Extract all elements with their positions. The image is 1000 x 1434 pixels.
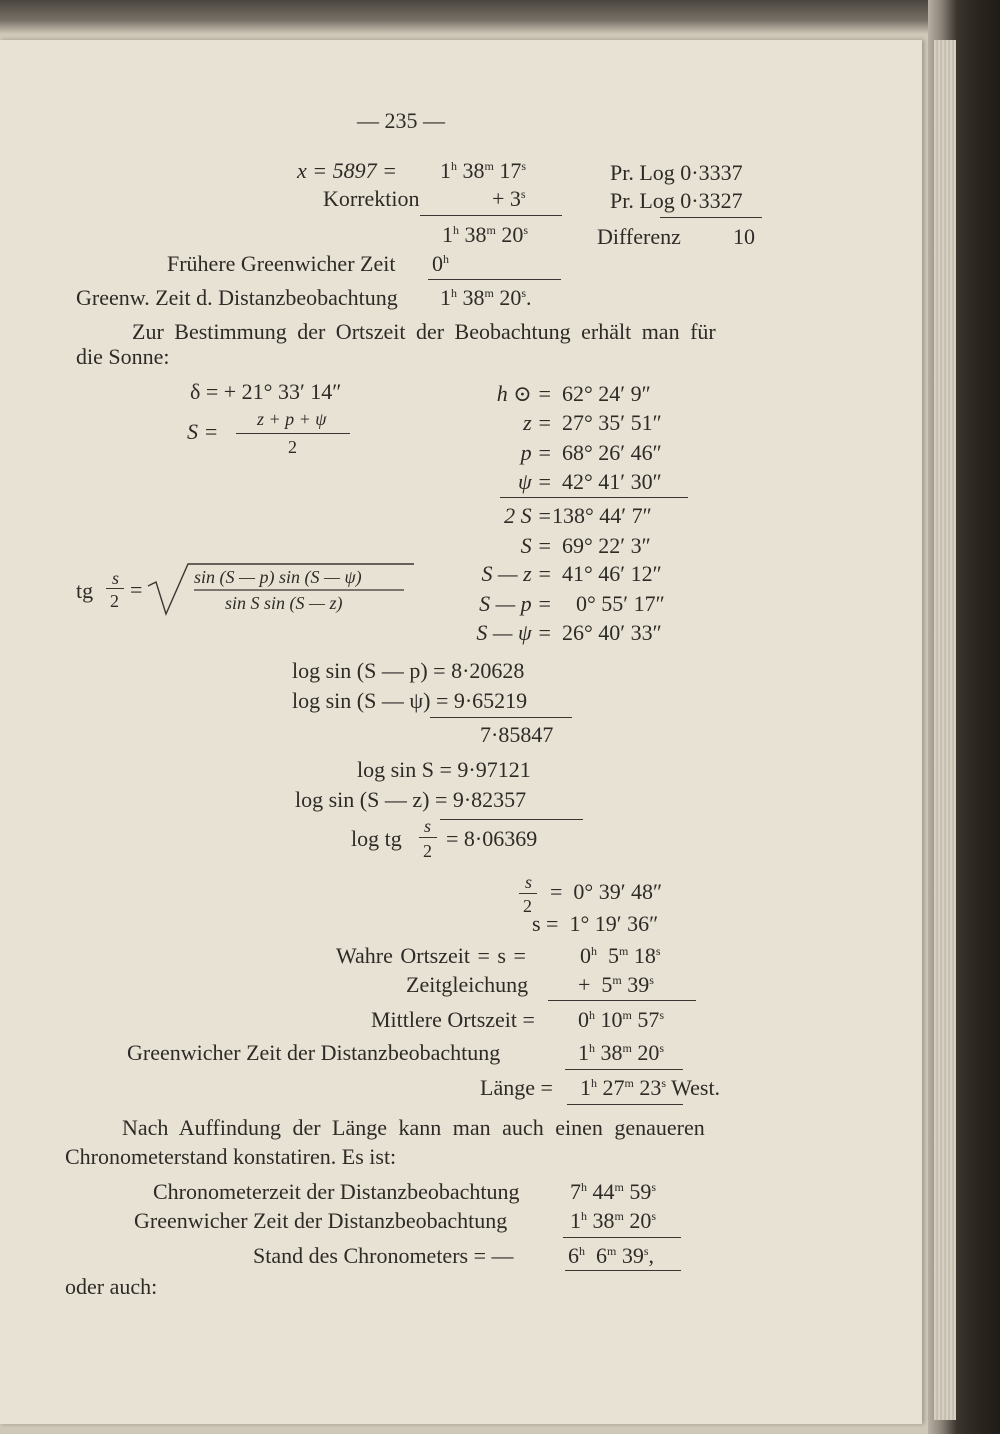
chrono-2-value: 1$^h$ 38$^m$ 20$^s$ xyxy=(570,1208,657,1233)
half-s-bar xyxy=(519,893,537,894)
fruehere-label: Frühere Greenwicher Zeit xyxy=(167,251,396,276)
sun-val-8: 26° 40′ 33″ xyxy=(562,620,662,645)
sun-lhs-7: S — p = xyxy=(479,591,552,616)
differenz-label: Differenz xyxy=(597,224,681,249)
sun-val-2: 68° 26′ 46″ xyxy=(562,440,662,465)
sum-rule-2 xyxy=(428,279,561,280)
log-tg-prefix: log tg xyxy=(351,826,402,851)
S-denominator: 2 xyxy=(288,437,297,457)
fruehere-value: 0$^h$ xyxy=(432,251,449,276)
para-1-line-1: Zur Bestimmung der Ortszeit der Beobachtung erhält man für xyxy=(132,319,716,344)
sun-lhs-5: S = xyxy=(520,533,552,558)
para-1-line-2: die Sonne: xyxy=(76,344,170,369)
tg-equals: = xyxy=(130,577,143,602)
tg-frac-den: 2 xyxy=(110,591,119,611)
times-rule-1 xyxy=(548,1000,696,1001)
chrono-2-label: Greenwicher Zeit der Distanzbeobachtung xyxy=(134,1208,508,1233)
chrono-rule xyxy=(563,1237,681,1238)
zeitgl-label: Zeitgleichung xyxy=(406,972,529,997)
sqrt-denominator: sin S sin (S — z) xyxy=(225,593,343,613)
sun-lhs-2: p = xyxy=(520,440,552,465)
laenge-underline xyxy=(567,1104,683,1105)
S-fraction-bar xyxy=(236,433,350,434)
sun-val-6: 41° 46′ 12″ xyxy=(562,561,662,586)
wahre-label: Wahre Ortszeit = s = xyxy=(336,943,526,968)
sun-val-4: 138° 44′ 7″ xyxy=(552,503,652,528)
diff-rule xyxy=(660,217,762,218)
chrono-1-label: Chronometerzeit der Distanzbeobachtung xyxy=(153,1179,520,1204)
greenwicher-value: 1$^h$ 38$^m$ 20$^s$ xyxy=(578,1040,665,1065)
S-lhs: S = xyxy=(187,419,219,444)
s-value: s = 1° 19′ 36″ xyxy=(532,911,659,936)
page-number: — 235 — xyxy=(357,108,445,133)
log-tg-num: s xyxy=(424,816,432,836)
zeitgl-value: + 5$^m$ 39$^s$ xyxy=(578,972,654,997)
sum-time: 1$^h$ 38$^m$ 20$^s$ xyxy=(442,222,529,247)
log-tg-den: 2 xyxy=(423,841,432,861)
differenz-value: 10 xyxy=(733,224,755,249)
sun-val-3: 42° 41′ 30″ xyxy=(562,469,662,494)
half-s-num: s xyxy=(525,872,533,892)
sun-lhs-1: z = xyxy=(523,410,552,435)
log-tg-bar xyxy=(419,837,437,838)
greenw-label: Greenw. Zeit d. Distanzbeobachtung xyxy=(76,285,398,310)
half-s-value: = 0° 39′ 48″ xyxy=(550,879,663,904)
page-stack xyxy=(934,40,956,1420)
chrono-3-value: 6$^h$ 6$^m$ 39$^s$, xyxy=(568,1243,655,1268)
half-s-den: 2 xyxy=(523,896,532,916)
tg-frac-bar xyxy=(106,588,124,589)
x-time: 1$^h$ 38$^m$ 17$^s$ xyxy=(440,158,527,183)
log-line-4: log sin (S — z) = 9·82357 xyxy=(295,787,527,812)
S-numerator: z + p + ψ xyxy=(257,409,327,429)
para-2-line-1: Nach Auffindung der Länge kann man auch einen genaueren xyxy=(122,1115,705,1140)
log-sum: 7·85847 xyxy=(480,722,554,747)
delta-value: δ = + 21° 33′ 14″ xyxy=(190,379,342,404)
prlog-2: Pr. Log 0·3327 xyxy=(610,188,743,213)
chrono-3-label: Stand des Chronometers = — xyxy=(253,1243,514,1268)
tg-lhs: tg xyxy=(76,578,94,603)
log-line-3: log sin S = 9·97121 xyxy=(357,757,531,782)
sqrt-numerator: sin (S — p) sin (S — ψ) xyxy=(194,567,362,587)
sun-val-1: 27° 35′ 51″ xyxy=(562,410,662,435)
para-2-line-2: Chronometerstand konstatiren. Es ist: xyxy=(65,1144,397,1169)
log-sum-rule xyxy=(430,717,572,718)
mittlere-value: 0$^h$ 10$^m$ 57$^s$ xyxy=(578,1007,665,1032)
sun-lhs-3: ψ = xyxy=(517,469,552,494)
closing-text: oder auch: xyxy=(65,1274,158,1299)
korrektion-label: Korrektion xyxy=(323,186,420,211)
sun-sum-rule xyxy=(500,497,688,498)
sun-lhs-4: 2 S = xyxy=(504,503,552,528)
log-line-1: log sin (S — p) = 8·20628 xyxy=(292,658,525,683)
log-line-2: log sin (S — ψ) = 9·65219 xyxy=(292,688,528,713)
tg-frac-num: s xyxy=(112,568,120,588)
x-equation: x = 5897 = xyxy=(297,158,397,183)
book-top-edge xyxy=(0,0,1000,34)
sun-val-7: 0° 55′ 17″ xyxy=(576,591,665,616)
greenw-value: 1$^h$ 38$^m$ 20$^s$. xyxy=(440,285,532,310)
laenge-value: 1$^h$ 27$^m$ 23$^s$ West. xyxy=(580,1075,721,1100)
mittlere-label: Mittlere Ortszeit = xyxy=(371,1007,535,1032)
sun-lhs-8: S — ψ = xyxy=(476,620,552,645)
wahre-value: 0$^h$ 5$^m$ 18$^s$ xyxy=(580,943,661,968)
korrektion-value: + $3^s$ xyxy=(492,186,526,211)
laenge-label: Länge = xyxy=(480,1075,553,1100)
sun-lhs-0: h ⊙ = xyxy=(496,381,552,406)
greenwicher-label: Greenwicher Zeit der Distanzbeobachtung xyxy=(127,1040,501,1065)
chrono-1-value: 7$^h$ 44$^m$ 59$^s$ xyxy=(570,1179,657,1204)
sun-val-0: 62° 24′ 9″ xyxy=(562,381,651,406)
log-diff-rule xyxy=(440,819,583,820)
chrono-underline xyxy=(565,1270,681,1271)
times-rule-2 xyxy=(565,1069,683,1070)
book-binding-edge xyxy=(928,0,1000,1434)
prlog-1: Pr. Log 0·3337 xyxy=(610,160,743,185)
sun-lhs-6: S — z = xyxy=(481,561,552,586)
log-tg-value: = 8·06369 xyxy=(446,826,538,851)
sum-rule-1 xyxy=(420,215,562,216)
sun-val-5: 69° 22′ 3″ xyxy=(562,533,651,558)
